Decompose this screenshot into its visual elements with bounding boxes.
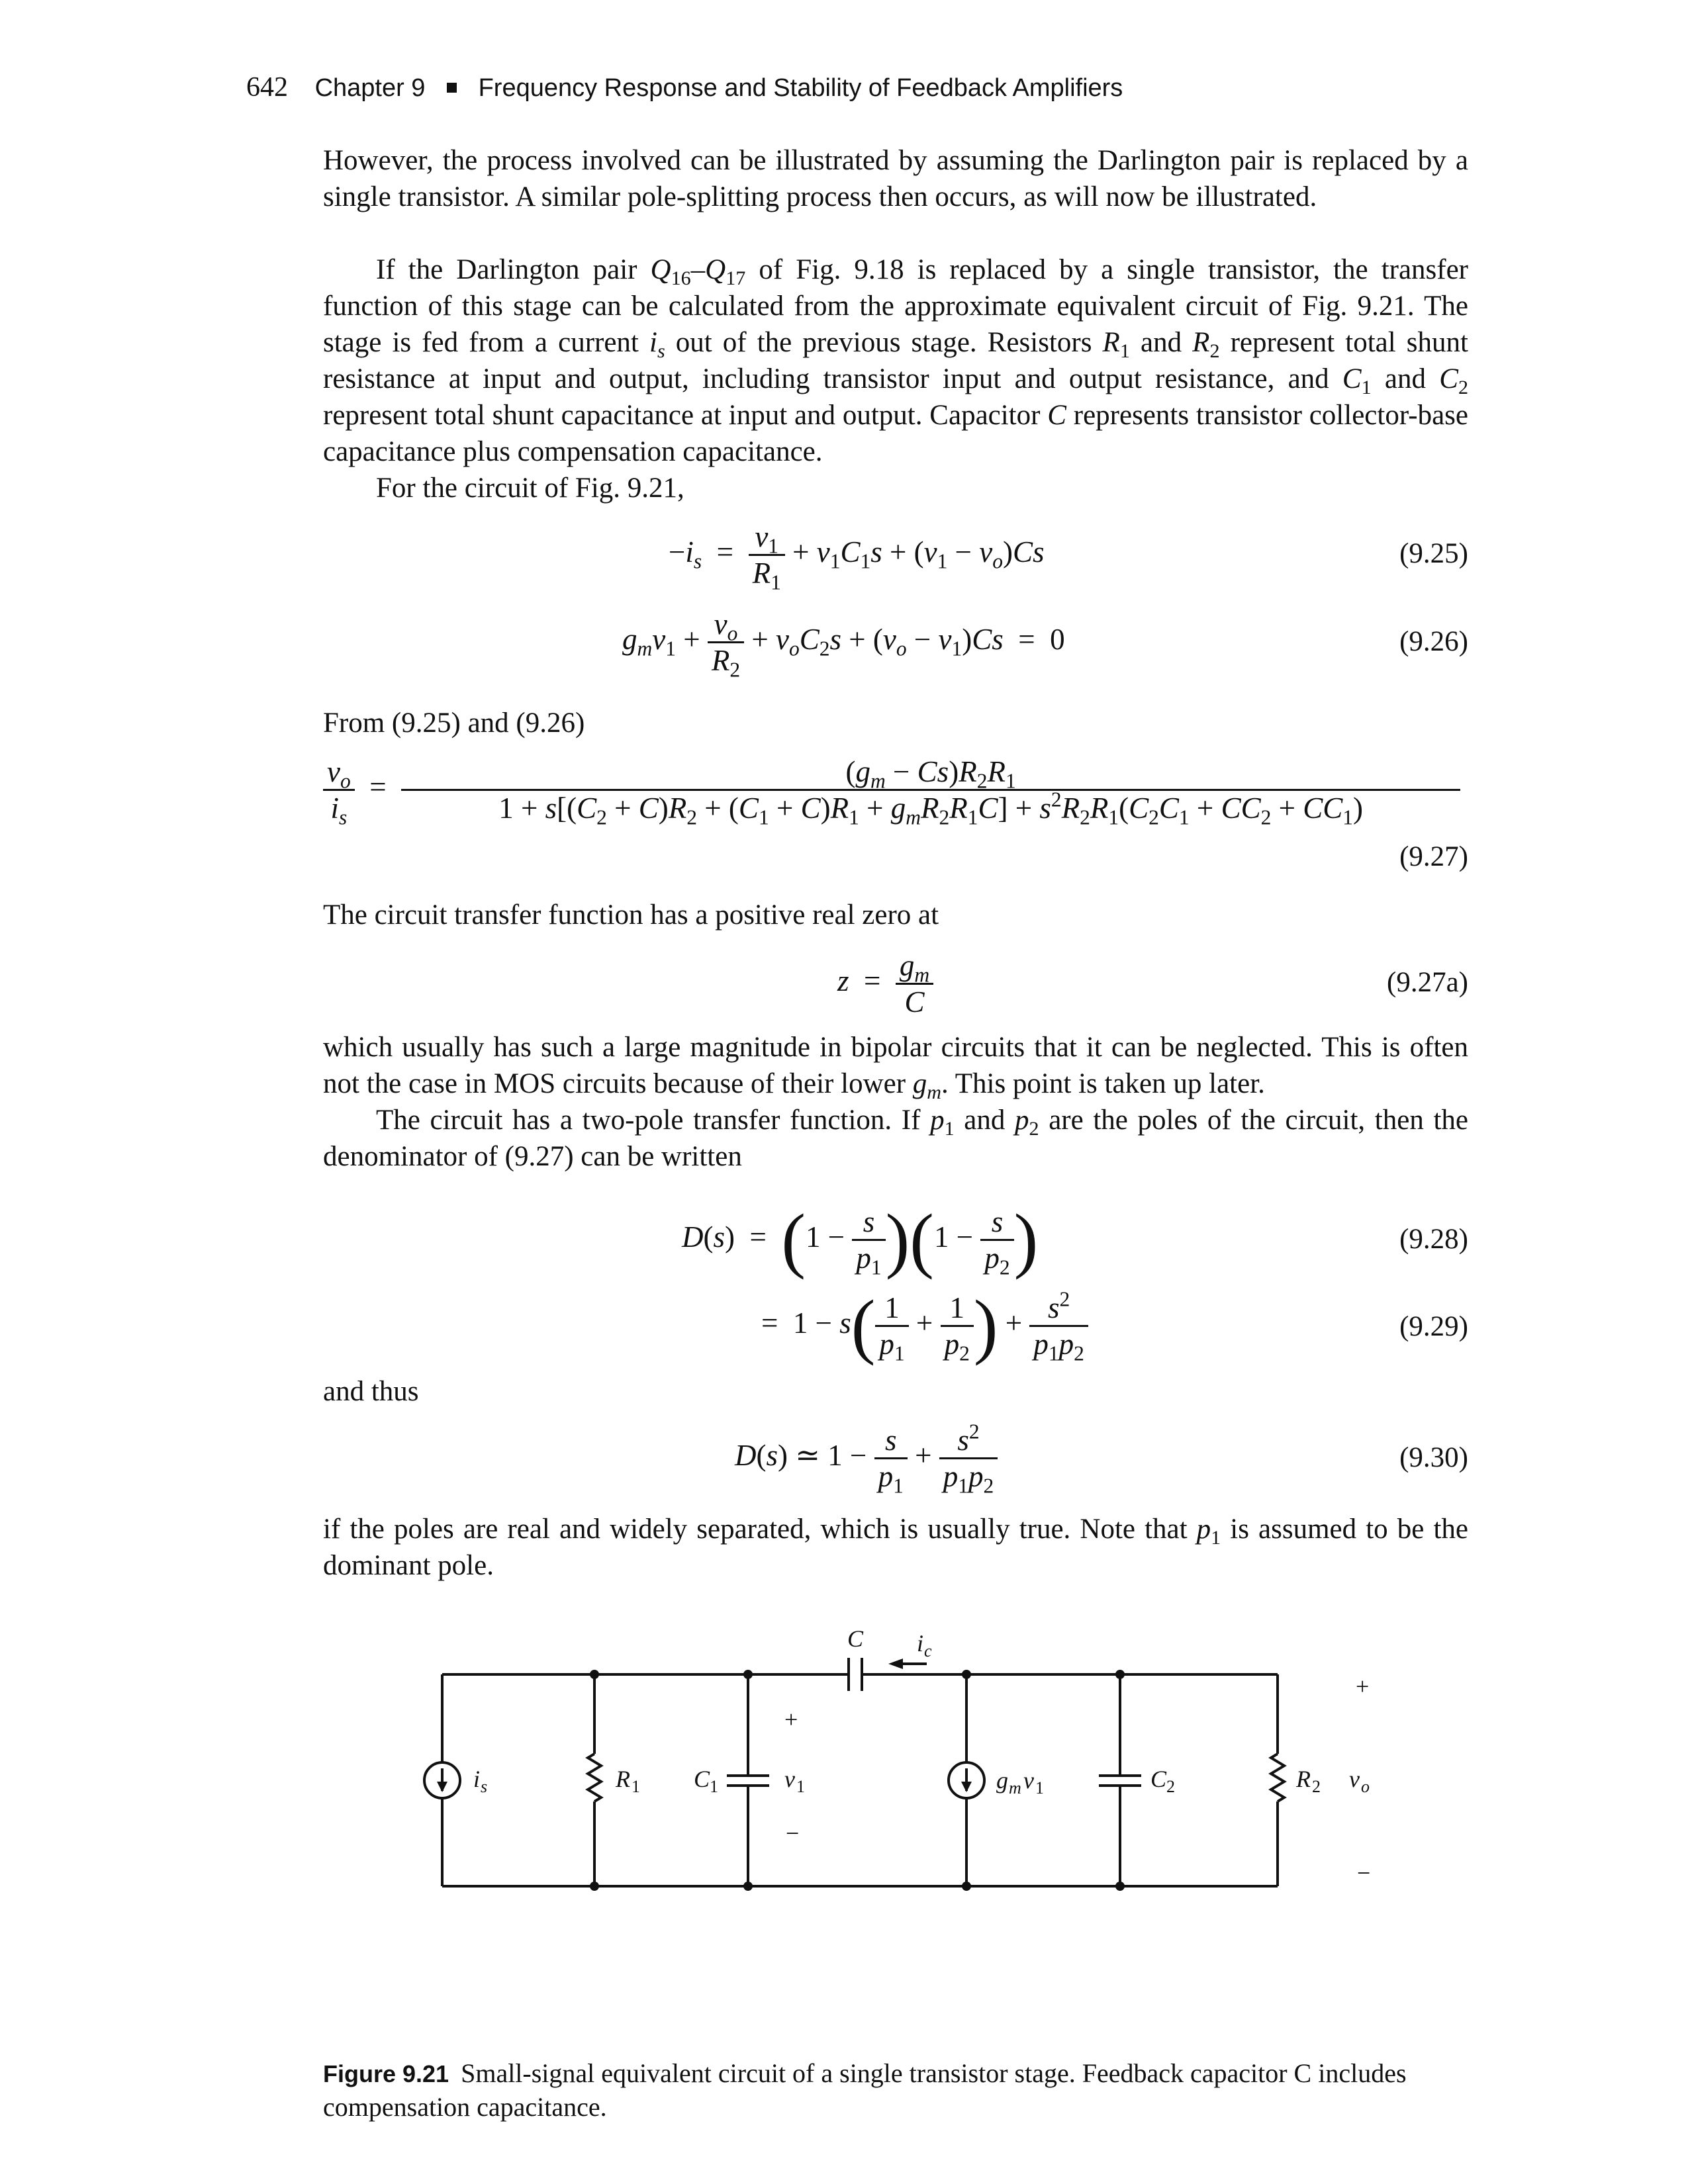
equation-9-27: $\frac{v_o}{i_s}$ = $(g_m - Cs)R_2R_1$ $1 + s[(C_2 + C)R_2 + (C_1 + C)R_1 + g_mR_2R_1C] + s^2R_2R_1(C_2C_1 + CC_2 + CC_1)$ xyxy=(323,754,1468,825)
label-c2: C xyxy=(1150,1766,1167,1792)
resistor-r2 xyxy=(1271,1754,1284,1801)
equation-number: (9.25) xyxy=(1399,538,1468,569)
label-is: i xyxy=(473,1766,481,1792)
label-gm-v: v xyxy=(1023,1767,1034,1794)
label-v1-plus: + xyxy=(784,1706,798,1733)
equation-9-28: D(s) = (1 − $\frac{s}{p_1}$ )(1 − $\frac{s}{p_2}$ ) xyxy=(682,1199,1039,1280)
figure-caption-text: Small-signal equivalent circuit of a single transistor stage. Feedback capacitor C includes compensation capacitance. xyxy=(323,2058,1407,2122)
label-r1-sub: 1 xyxy=(632,1777,640,1796)
label-vo-sub: o xyxy=(1361,1777,1370,1796)
label-vo-plus: + xyxy=(1356,1673,1370,1700)
equation-9-26: $g_mv_1$ + $\frac{v_o}{R_2}$ + $v_oC_2s + (v_o - v_1)Cs = 0$ xyxy=(622,608,1065,682)
label-c2-sub: 2 xyxy=(1166,1777,1175,1796)
gm-arrow-icon xyxy=(961,1782,972,1792)
label-vo-minus: − xyxy=(1357,1860,1371,1886)
paragraph-3: For the circuit of Fig. 9.21, xyxy=(376,473,684,504)
paragraph-6: which usually has such a large magnitude in bipolar circuits that it can be neglected. This is often not the case in MOS circuits because of their lower $g_m$. This point is taken up later. xyxy=(323,1032,1468,1104)
paragraph-9: if the poles are real and widely separated, which is usually true. Note that $p_1$ is assumed to be the dominant pole. xyxy=(323,1514,1468,1581)
paragraph-4: From (9.25) and (9.26) xyxy=(323,707,585,739)
is-arrow-icon xyxy=(437,1782,447,1792)
equation-9-29: = 1 − s( $\frac{1}{p_1}$ + $\frac{1}{p_2}$ ) + $\frac{s^2}{p_1p_2}$ xyxy=(761,1284,1088,1368)
label-gm: g xyxy=(996,1767,1008,1794)
label-c1: C xyxy=(694,1766,710,1792)
paragraph-7: The circuit has a two-pole transfer function. If $p_1$ and $p_2$ are the poles of the circuit, then the denominator of (9.27) can be written xyxy=(323,1105,1468,1172)
label-gm-v-sub: 1 xyxy=(1035,1778,1044,1797)
equation-number: (9.26) xyxy=(1399,626,1468,657)
page-number: 642 xyxy=(246,72,288,103)
equation-9-25: $-i_s$ = $\frac{v_1}{R_1}$ + $v_1C_1s + (v_1 - v_o)Cs$ xyxy=(669,520,1045,594)
junction-dots xyxy=(590,1670,1125,1891)
chapter-label: Chapter 9 xyxy=(314,74,426,102)
label-v1: v xyxy=(784,1766,795,1792)
label-is-sub: s xyxy=(481,1777,488,1796)
label-ic: i xyxy=(917,1630,924,1657)
paragraph-2: If the Darlington pair $Q_{16}-Q_{17}$ of Fig. 9.18 is replaced by a single transistor, the transfer function of this stage can be calculated from the approximate equivalent circuit of Fig. 9.21. The stage is fed from a current $i_s$ out of the previous stage. Resistors $R_1$ and $R_2$ represent total shunt resistance at input and output, including transistor input and output resistance, and $C_1$ and $C_2$ represent total shunt capacitance at input and output. Capacitor C represents transistor collector-base capacitance plus compensation capacitance. xyxy=(323,254,1469,467)
equation-9-30: D(s) ≃ 1 − $\frac{s}{p_1}$ + $\frac{s^2}{p_1p_2}$ xyxy=(735,1423,998,1494)
paragraph-8: and thus xyxy=(323,1376,419,1407)
resistor-r1 xyxy=(588,1754,601,1801)
label-v1-minus: − xyxy=(786,1820,800,1846)
equation-9-27a: z = $\frac{g_m}{C}$ xyxy=(837,948,933,1019)
equation-number: (9.27) xyxy=(1399,841,1468,872)
paragraph-1: However, the process involved can be illustrated by assuming the Darlington pair is replaced by a single transistor. A similar pole-splitting process then occurs, as will now be illustrated. xyxy=(323,145,1468,212)
paragraph-5: The circuit transfer function has a positive real zero at xyxy=(323,899,939,931)
label-gm-sub: m xyxy=(1009,1778,1021,1797)
label-ic-sub: c xyxy=(924,1641,932,1661)
label-r2-sub: 2 xyxy=(1312,1777,1321,1796)
label-c: C xyxy=(847,1625,864,1652)
chapter-title: Frequency Response and Stability of Feedback Amplifiers xyxy=(478,74,1123,102)
equation-number: (9.28) xyxy=(1399,1224,1468,1255)
ic-arrowhead-icon xyxy=(888,1659,903,1669)
label-c1-sub: 1 xyxy=(710,1777,718,1796)
equation-number: (9.27a) xyxy=(1387,967,1468,998)
equation-number: (9.30) xyxy=(1399,1442,1468,1473)
figure-label: Figure 9.21 xyxy=(323,2060,449,2087)
equation-number: (9.29) xyxy=(1399,1311,1468,1342)
label-r1: R xyxy=(616,1766,630,1792)
label-r2: R xyxy=(1296,1766,1311,1792)
label-v1-sub: 1 xyxy=(796,1777,805,1796)
figure-caption xyxy=(323,2057,1468,2124)
label-vo: v xyxy=(1349,1766,1360,1792)
